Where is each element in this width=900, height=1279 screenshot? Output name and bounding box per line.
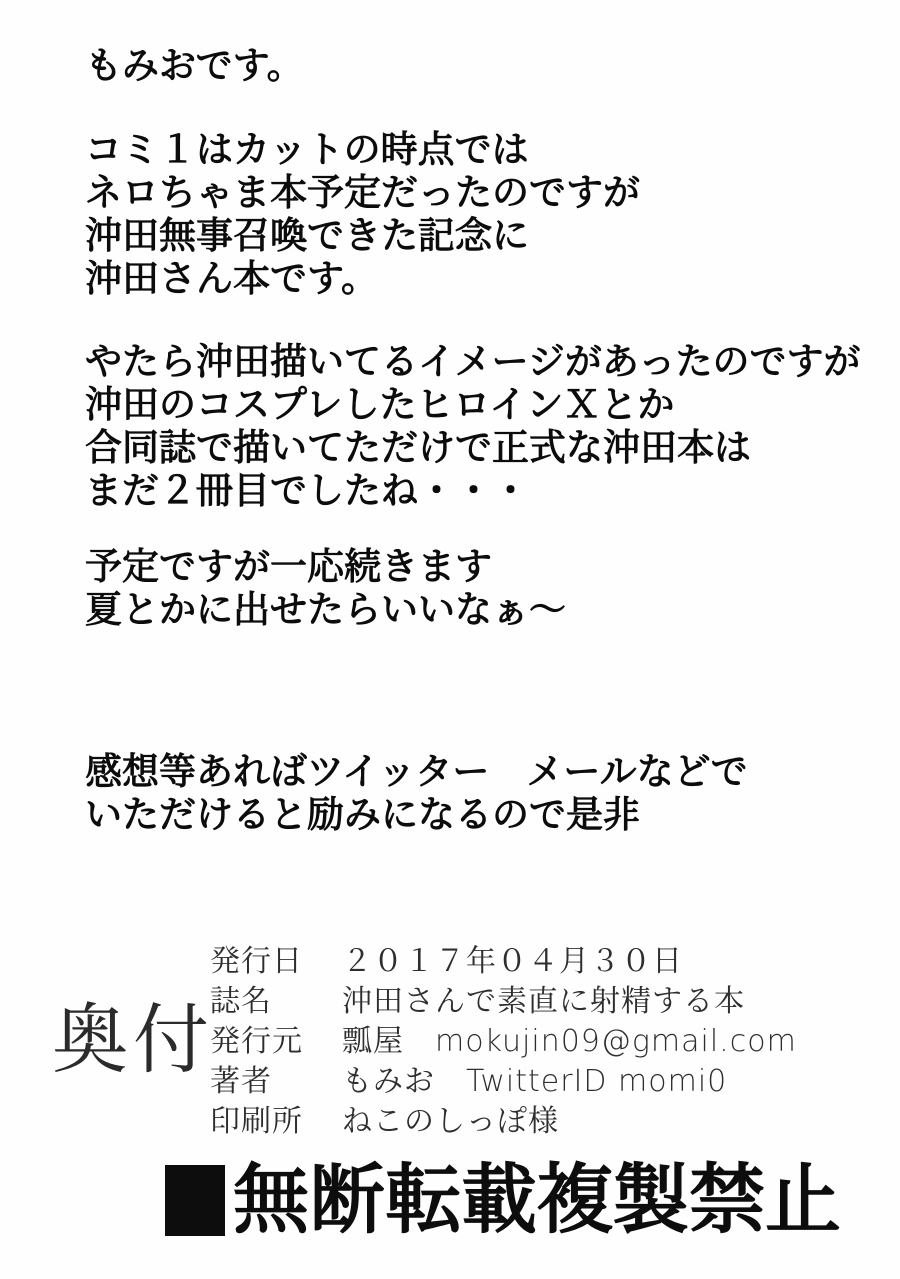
paragraph-line: 合同誌で描いてただけで正式な沖田本は: [85, 426, 751, 469]
paragraph-line: 沖田のコスプレしたヒロインＸとか: [85, 383, 675, 426]
paragraph-line: いただけると励みになるので是非: [85, 793, 640, 836]
colophon-label: 印刷所: [210, 1104, 303, 1139]
colophon-label: 発行元: [210, 1024, 303, 1059]
paragraph-line: ネロちゃま本予定だったのですが: [85, 171, 640, 214]
paragraph-line: コミ１はカットの時点では: [85, 128, 529, 171]
paragraph-next: [85, 545, 566, 631]
colophon-label: 誌名: [210, 984, 272, 1019]
paragraph-line: まだ２冊目でしたね・・・: [85, 469, 529, 512]
colophon-row-title: [210, 982, 797, 1022]
paragraph-line: 感想等あればツイッター メールなどで: [85, 750, 748, 793]
colophon-row-printer: [210, 1102, 797, 1142]
colophon-label: 著者: [210, 1064, 272, 1099]
paragraph-comi1: [85, 128, 640, 300]
colophon-value: ２０１７年０４月３０日: [342, 944, 683, 979]
paragraph-okita: [85, 340, 861, 512]
colophon-value: 瓢屋 mokujin09@gmail.com: [342, 1024, 797, 1059]
paragraph-line: 予定ですが一応続きます: [85, 545, 492, 588]
colophon-row-publisher: [210, 1022, 797, 1062]
paragraph-line: 夏とかに出せたらいいなぁ〜: [85, 588, 566, 631]
colophon-section-title: 奥付: [52, 995, 214, 1084]
colophon-value: 沖田さんで素直に射精する本: [342, 984, 745, 1019]
colophon-label: 発行日: [210, 944, 303, 979]
notice-text: 無断転載複製禁止: [233, 1155, 841, 1244]
paragraph-feedback: [85, 750, 748, 836]
colophon-table: [210, 942, 797, 1142]
reproduction-prohibited-notice: [165, 1155, 841, 1244]
black-square-icon: [165, 1165, 225, 1236]
paragraph-line: 沖田さん本です。: [85, 257, 379, 300]
colophon-row-publish-date: [210, 942, 797, 982]
paragraph-line: 沖田無事召喚できた記念に: [85, 214, 529, 257]
paragraph-line: やたら沖田描いてるイメージがあったのですが: [85, 340, 861, 383]
colophon-row-author: [210, 1062, 797, 1102]
greeting-text: もみおです。: [85, 44, 304, 87]
colophon-value: もみお TwitterID momi0: [342, 1064, 728, 1099]
colophon-value: ねこのしっぽ様: [342, 1104, 559, 1139]
